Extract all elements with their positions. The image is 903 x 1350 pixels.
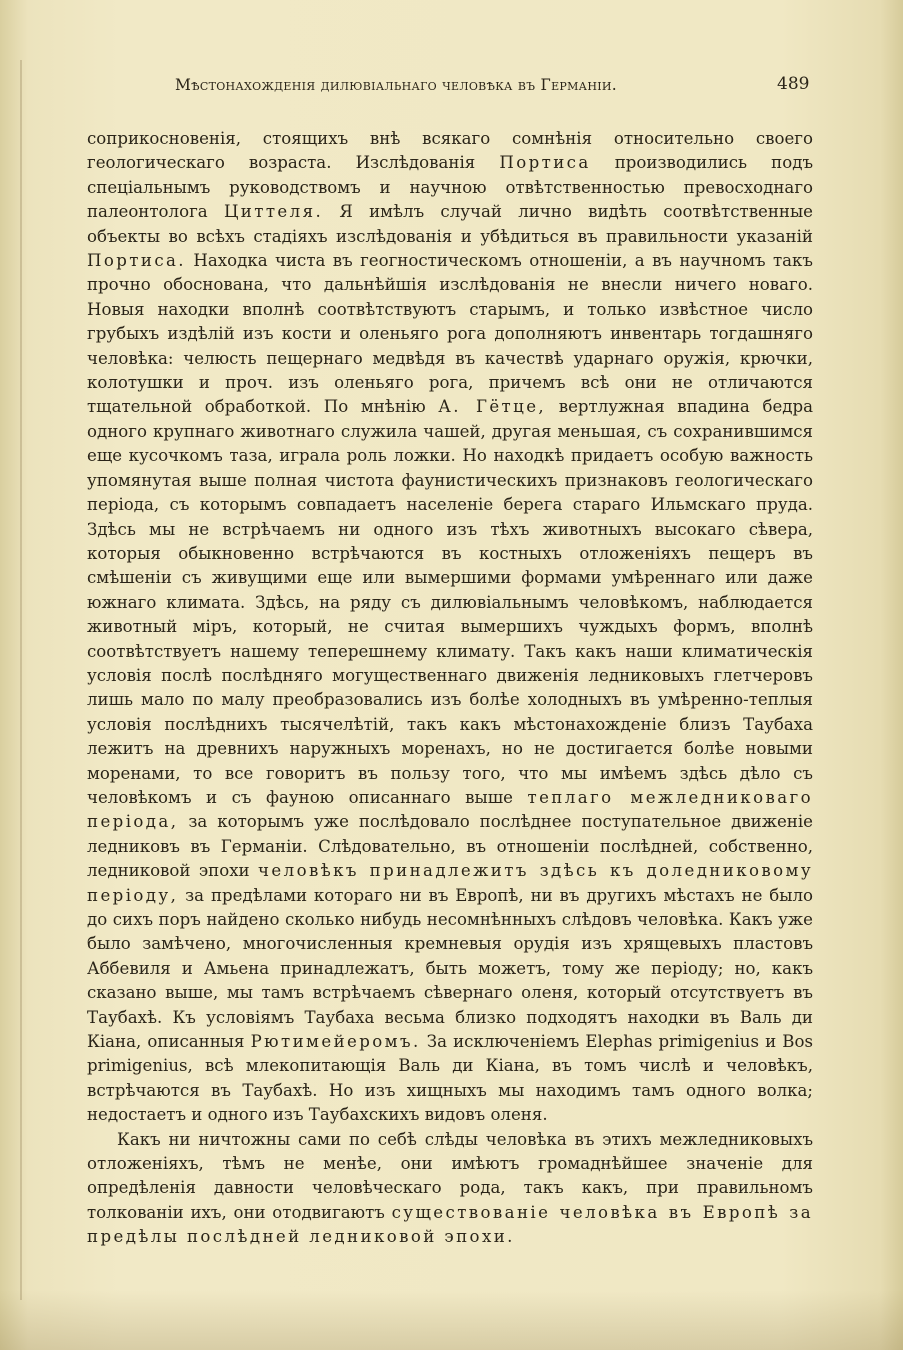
page-header [60, 72, 820, 102]
paragraph [87, 1128, 813, 1250]
text-run: вертлужная впадина бедра одного крупнаго животнаго служила чашей, другая меньшая, съ сохранившимся еще кусочкомъ таза, играла роль ложки. Но находкѣ придаетъ особую важность упомянутая выше полная чистота фаунистическихъ признаковъ геологическаго періода, съ которымъ совпадаетъ населеніе берега стараго Ильмскаго пруда. Здѣсь мы не встрѣчаемъ ни одного изъ тѣхъ животныхъ высокаго сѣвера, которыя обыкновенно встрѣчаются въ костныхъ отложеніяхъ пещеръ въ смѣшеніи съ живущими еще или вымершими формами умѣреннаго или даже южнаго климата. Здѣсь, на ряду съ дилювіальнымъ человѣкомъ, наблюдается животный міръ, который, не считая вымершихъ чуждыхъ формъ, вполнѣ соотвѣтствуетъ нашему теперешнему климату. Такъ какъ наши климатическія условія послѣ послѣдняго могущественнаго движенія ледниковыхъ глетчеровъ лишь мало по малу преобразовались изъ болѣе холодныхъ въ умѣренно-теплыя условія послѣднихъ тысячелѣтій, такъ какъ мѣстонахожденіе близъ Таубаха лежитъ на древнихъ наружныхъ моренахъ, но не достигается болѣе новыми моренами, то все говоритъ въ пользу того, что мы имѣемъ здѣсь дѣло съ человѣкомъ и съ фауною описаннаго выше [87, 397, 813, 807]
page-binding-shadow [20, 60, 22, 1300]
page-number: 489 [777, 74, 810, 94]
spaced-name: А. Гётце, [438, 397, 547, 417]
spaced-phrase: существованіе человѣка въ Европѣ за предѣлы послѣдней ледниковой эпохи. [87, 1202, 814, 1247]
text-run: за предѣлами котораго ни въ Европѣ, ни въ другихъ мѣстахъ не было до сихъ поръ найдено сколько нибудь несомнѣнныхъ слѣдовъ человѣка. Какъ уже было замѣчено, многочисленныя кремневыя орудія изъ хрящевыхъ пластовъ Аббевиля и Амьена принадлежатъ, быть можетъ, тому же періоду; но, какъ сказано выше, мы тамъ встрѣчаемъ сѣвернаго оленя, который отсутствуетъ въ Таубахѣ. Къ условіямъ Таубаха весьма близко подходятъ находки въ Валь ди Кіана, описанныя [87, 885, 813, 1052]
running-title: Мѣстонахожденія дилювіальнаго человѣка въ Германіи. [175, 76, 617, 94]
spaced-name: Портиса. [87, 251, 186, 271]
spaced-name: Рютимейеромъ. [250, 1032, 421, 1052]
paragraph [87, 127, 813, 1128]
text-run: Находка чиста въ геогностическомъ отношеніи, а въ научномъ такъ прочно обоснована, что дальнѣйшія изслѣдованія не внесли ничего новаго. Новыя находки вполнѣ соотвѣтствуютъ старымъ, и только извѣстное число грубыхъ издѣлій изъ кости и оленьяго рога дополняютъ инвентарь тогдашняго человѣка: челюсть пещернаго медвѣдя въ качествѣ ударнаго оружія, крючки, колотушки и проч. изъ оленьяго рога, причемъ всѣ они не отличаются тщательной обработкой. По мнѣнію [87, 251, 813, 417]
spaced-name: Портиса [499, 153, 591, 173]
text-run: За исключеніемъ Elephas primigenius и Bos primigenius, всѣ млекопитающія Валь ди Кіана, въ томъ числѣ и человѣкъ, встрѣчаются въ Таубахѣ. Но изъ хищныхъ мы находимъ тамъ одного волка; недостаетъ и одного изъ Таубахскихъ видовъ оленя. [87, 1032, 813, 1125]
text-run: Я имѣлъ случай лично видѣть соотвѣтственные объекты во всѣхъ стадіяхъ изслѣдованія и убѣдиться въ правильности указаній [87, 202, 813, 246]
text-run: производились подъ спеціальнымъ руководствомъ и научною отвѣтственностью превосходнаго палеонтолога [87, 153, 813, 222]
spaced-name: Циттеля. [223, 202, 324, 222]
text-run: соприкосновенія, стоящихъ внѣ всякаго сомнѣнія относительно своего геологическаго возраста. Изслѣдованія [87, 129, 813, 173]
spaced-phrase: теплаго межледниковаго періода, [87, 787, 813, 832]
text-run: Какъ ни ничтожны сами по себѣ слѣды человѣка въ этихъ межледниковыхъ отложеніяхъ, тѣмъ не менѣе, они имѣютъ громаднѣйшее значеніе для опредѣленія давности человѣческаго рода, такъ какъ, при правильномъ толкованіи ихъ, они отодвигаютъ [87, 1129, 813, 1222]
body-text [87, 127, 813, 1250]
text-run: за которымъ уже послѣдовало послѣднее поступательное движеніе ледниковъ въ Германіи. Слѣдовательно, въ отношеніи послѣдней, собственно, ледниковой эпохи [87, 812, 813, 881]
spaced-phrase: человѣкъ принадлежитъ здѣсь къ доледниковому періоду, [87, 861, 813, 905]
